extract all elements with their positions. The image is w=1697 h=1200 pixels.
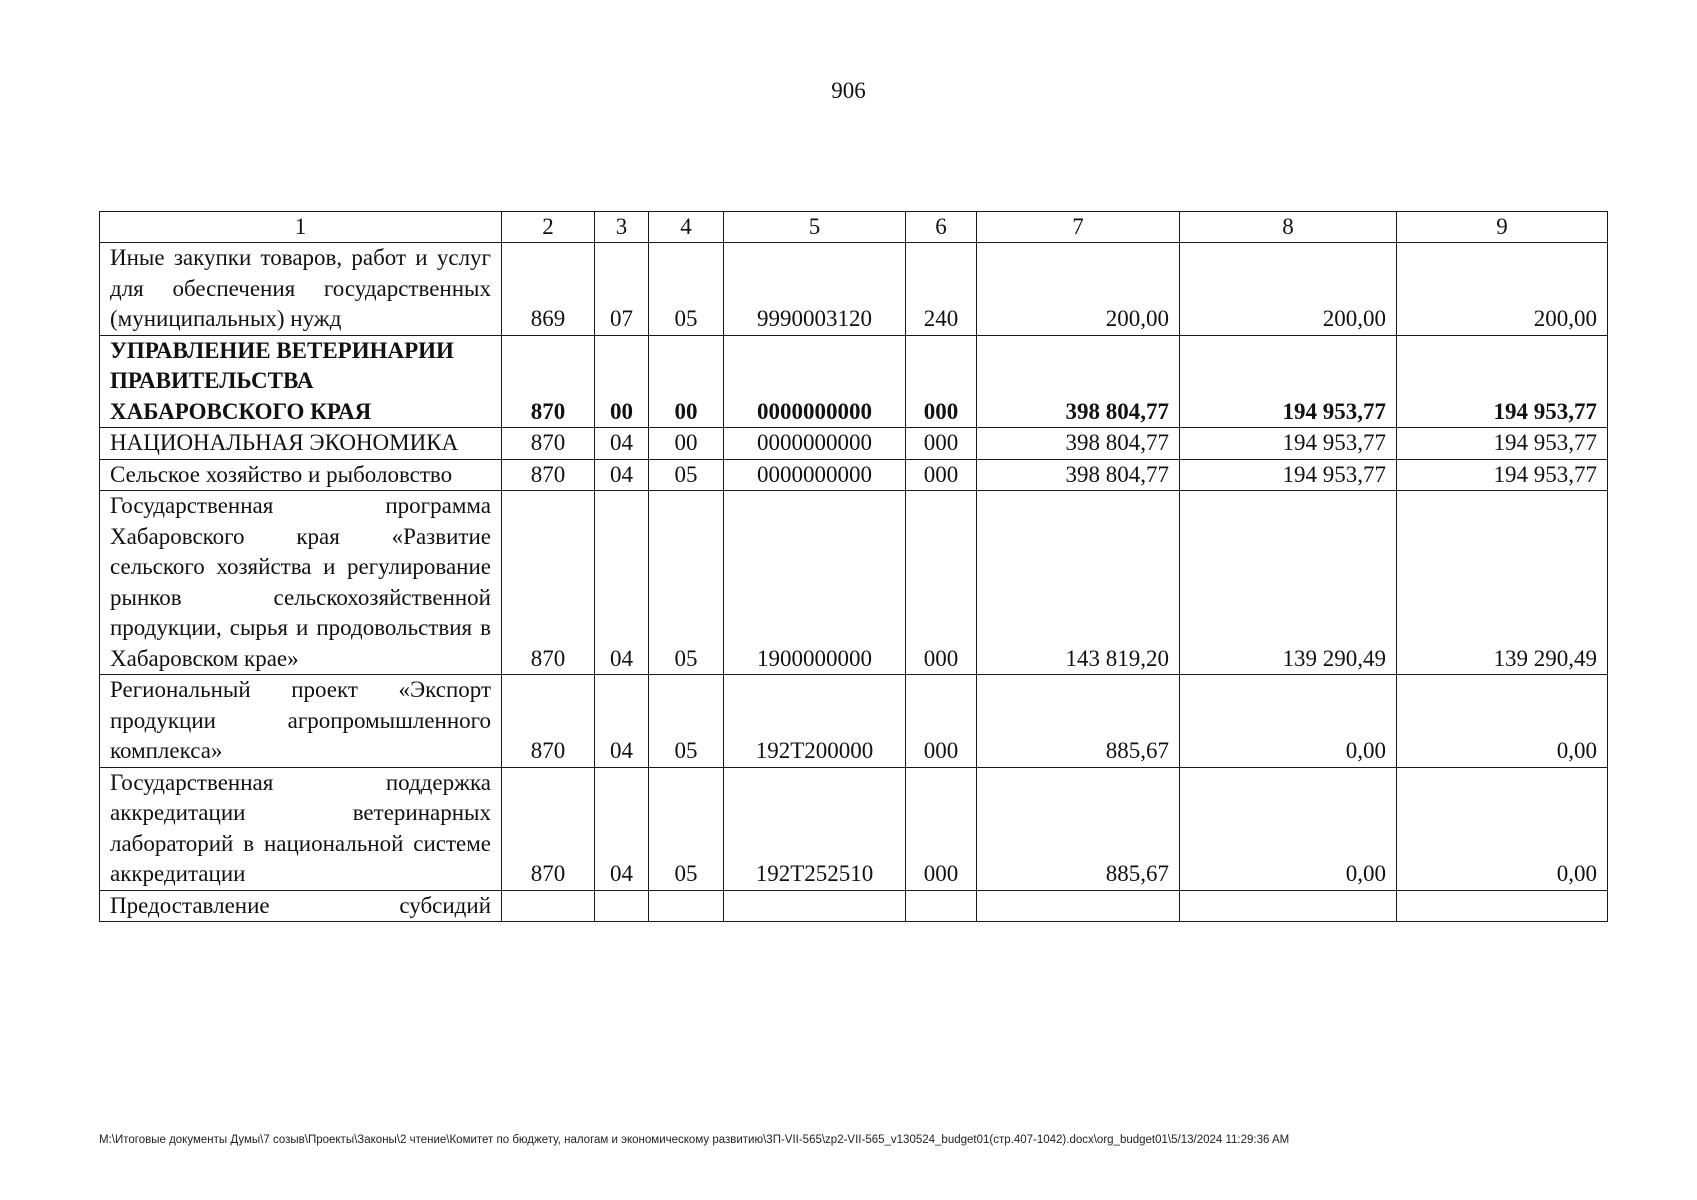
cell-target-article: 192T252510: [724, 767, 906, 890]
column-header-5: 5: [724, 212, 906, 243]
cell-amount-8: 194 953,77: [1180, 459, 1397, 491]
cell-subsection: 00: [649, 335, 724, 428]
cell-amount-9: 139 290,49: [1397, 491, 1608, 675]
cell-expense-type: 240: [906, 243, 977, 336]
cell-section: 04: [595, 459, 649, 491]
cell-subsection: 05: [649, 491, 724, 675]
cell-amount-8: 0,00: [1180, 675, 1397, 768]
cell-target-article: 9990003120: [724, 243, 906, 336]
cell-amount-7: 200,00: [977, 243, 1180, 336]
cell-section: 04: [595, 675, 649, 768]
row-name: НАЦИОНАЛЬНАЯ ЭКОНОМИКА: [100, 428, 502, 460]
cell-target-article: 1900000000: [724, 491, 906, 675]
row-name: Сельское хозяйство и рыболовство: [100, 459, 502, 491]
cell-amount-8: 200,00: [1180, 243, 1397, 336]
cell-expense-type: 000: [906, 428, 977, 460]
cell-amount-7: 398 804,77: [977, 428, 1180, 460]
cell-section: 04: [595, 491, 649, 675]
table-row: [100, 459, 1608, 491]
cell-amount-9: 194 953,77: [1397, 459, 1608, 491]
column-header-8: 8: [1180, 212, 1397, 243]
cell-subsection: 00: [649, 428, 724, 460]
table-row: [100, 675, 1608, 768]
cell-section: 07: [595, 243, 649, 336]
document-path-footer: M:\Итоговые документы Думы\7 созыв\Проекты\Законы\2 чтение\Комитет по бюджету, налогам и экономическому развитию\3П-VII-565\zp2-VII-565_v130524_budget01(стр.407-1042).docx\org_budget01\5/13/2024 11:29:36 AM: [99, 1134, 1290, 1146]
cell-amount-9: 194 953,77: [1397, 335, 1608, 428]
table-row: [100, 243, 1608, 336]
cell-section: [595, 890, 649, 922]
cell-ministry: 869: [502, 243, 595, 336]
cell-ministry: 870: [502, 675, 595, 768]
cell-target-article: 0000000000: [724, 335, 906, 428]
cell-amount-7: 398 804,77: [977, 459, 1180, 491]
cell-expense-type: 000: [906, 335, 977, 428]
cell-ministry: 870: [502, 491, 595, 675]
column-header-6: 6: [906, 212, 977, 243]
column-header-7: 7: [977, 212, 1180, 243]
column-header-9: 9: [1397, 212, 1608, 243]
cell-target-article: 0000000000: [724, 459, 906, 491]
cell-subsection: 05: [649, 459, 724, 491]
cell-section: 04: [595, 767, 649, 890]
cell-target-article: 0000000000: [724, 428, 906, 460]
cell-amount-9: 200,00: [1397, 243, 1608, 336]
cell-target-article: [724, 890, 906, 922]
cell-amount-7: 143 819,20: [977, 491, 1180, 675]
cell-amount-9: [1397, 890, 1608, 922]
cell-amount-8: 194 953,77: [1180, 335, 1397, 428]
cell-target-article: 192T200000: [724, 675, 906, 768]
cell-subsection: 05: [649, 243, 724, 336]
cell-amount-8: 194 953,77: [1180, 428, 1397, 460]
header-row: [100, 212, 1608, 243]
cell-amount-7: [977, 890, 1180, 922]
row-name: Предоставление субсидий: [100, 890, 502, 922]
column-header-2: 2: [502, 212, 595, 243]
table-row: [100, 491, 1608, 675]
cell-expense-type: 000: [906, 491, 977, 675]
budget-table: [99, 211, 1608, 922]
cell-amount-7: 885,67: [977, 675, 1180, 768]
cell-amount-9: 0,00: [1397, 675, 1608, 768]
cell-amount-9: 0,00: [1397, 767, 1608, 890]
cell-ministry: 870: [502, 428, 595, 460]
cell-subsection: [649, 890, 724, 922]
table-row: [100, 767, 1608, 890]
cell-ministry: [502, 890, 595, 922]
row-name: УПРАВЛЕНИЕ ВЕТЕРИНАРИИ ПРАВИТЕЛЬСТВА ХАБАРОВСКОГО КРАЯ: [100, 335, 502, 428]
cell-expense-type: 000: [906, 459, 977, 491]
cell-amount-8: 0,00: [1180, 767, 1397, 890]
cell-expense-type: [906, 890, 977, 922]
cell-ministry: 870: [502, 767, 595, 890]
cell-expense-type: 000: [906, 675, 977, 768]
column-header-3: 3: [595, 212, 649, 243]
row-name: Иные закупки товаров, работ и услуг для обеспечения государственных (муниципальных) нужд: [100, 243, 502, 336]
cell-amount-9: 194 953,77: [1397, 428, 1608, 460]
column-header-4: 4: [649, 212, 724, 243]
cell-amount-8: 139 290,49: [1180, 491, 1397, 675]
cell-amount-7: 398 804,77: [977, 335, 1180, 428]
cell-subsection: 05: [649, 767, 724, 890]
table-row: [100, 890, 1608, 922]
table-row: [100, 428, 1608, 460]
cell-expense-type: 000: [906, 767, 977, 890]
row-name: Государственная поддержка аккредитации ветеринарных лабораторий в национальной системе аккредитации: [100, 767, 502, 890]
column-header-1: 1: [100, 212, 502, 243]
cell-ministry: 870: [502, 459, 595, 491]
cell-ministry: 870: [502, 335, 595, 428]
cell-amount-8: [1180, 890, 1397, 922]
cell-amount-7: 885,67: [977, 767, 1180, 890]
row-name: Региональный проект «Экспорт продукции агропромышленного комплекса»: [100, 675, 502, 768]
table-row: [100, 335, 1608, 428]
page-number: 906: [831, 78, 866, 103]
cell-subsection: 05: [649, 675, 724, 768]
row-name: Государственная программа Хабаровского края «Развитие сельского хозяйства и регулирование рынков сельскохозяйственной продукции, сырья и продовольствия в Хабаровском крае»: [100, 491, 502, 675]
cell-section: 00: [595, 335, 649, 428]
cell-section: 04: [595, 428, 649, 460]
